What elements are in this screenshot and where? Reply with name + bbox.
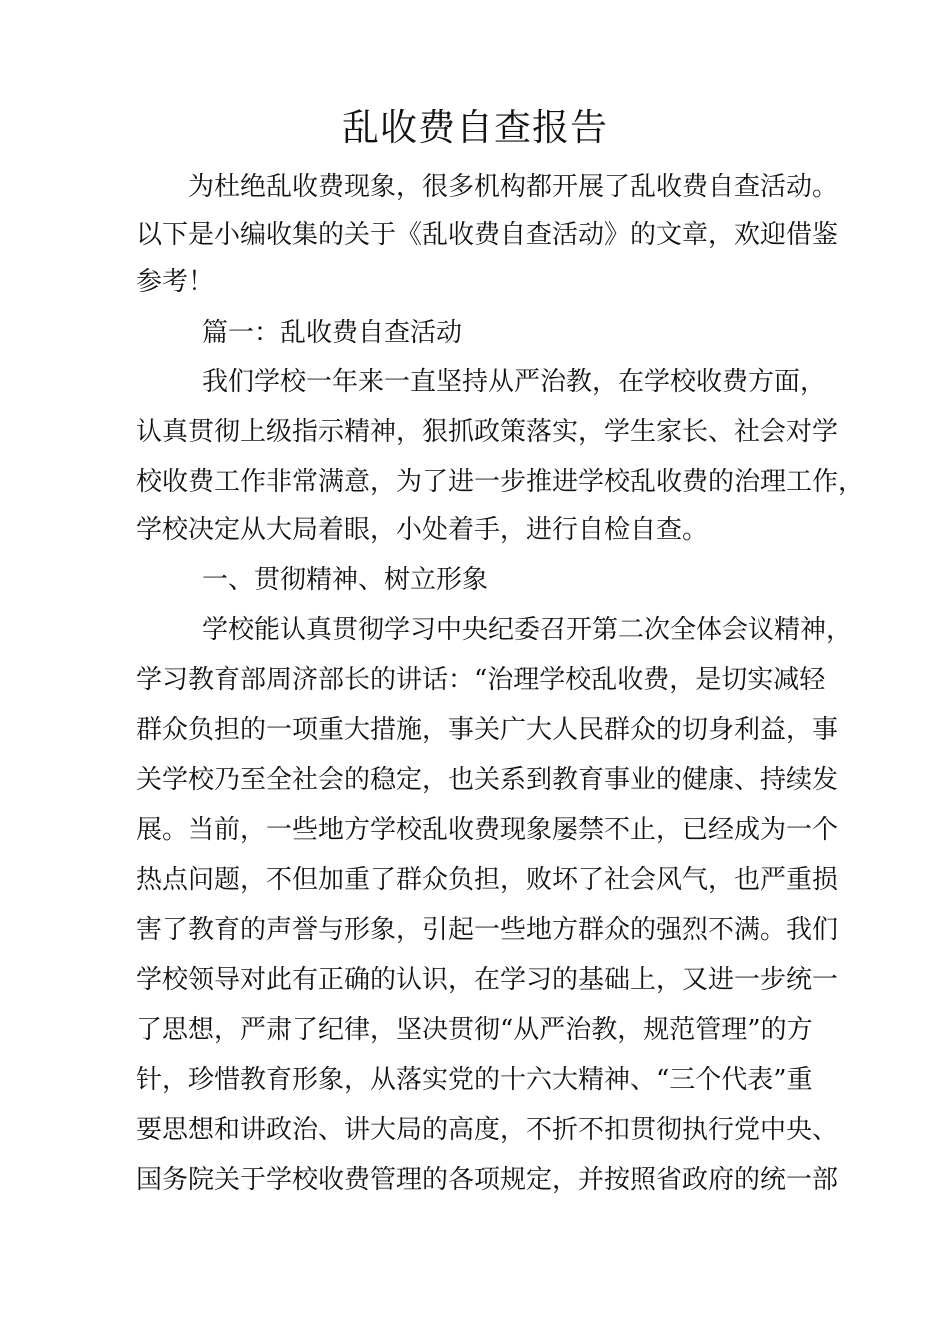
subheading-1: 一、贯彻精神、树立形象	[202, 565, 489, 595]
body-line-6: 学习教育部周济部长的讲话：“治理学校乱收费，是切实减轻	[136, 665, 826, 695]
body-line-12: 学校领导对此有正确的认识，在学习的基础上，又进一步统一	[136, 965, 839, 995]
body-line-2: 认真贯彻上级指示精神，狠抓政策落实，学生家长、社会对学	[136, 417, 839, 447]
body-line-13: 了思想，严肃了纪律，坚决贯彻“从严治教，规范管理”的方	[136, 1015, 813, 1045]
body-line-11: 害了教育的声誉与形象，引起一些地方群众的强烈不满。我们	[136, 915, 839, 945]
body-line-5: 学校能认真贯彻学习中央纪委召开第二次全体会议精神，	[202, 615, 853, 645]
body-line-9: 展。当前，一些地方学校乱收费现象屡禁不止，已经成为一个	[136, 815, 839, 845]
body-line-8: 关学校乃至全社会的稳定，也关系到教育事业的健康、持续发	[136, 765, 839, 795]
body-line-16: 国务院关于学校收费管理的各项规定，并按照省政府的统一部	[136, 1165, 839, 1195]
body-line-14: 针，珍惜教育形象，从落实党的十六大精神、“三个代表”重	[136, 1065, 813, 1095]
document-title: 乱收费自查报告	[342, 106, 608, 149]
body-line-4: 学校决定从大局着眼，小处着手，进行自检自查。	[136, 515, 709, 545]
body-line-3: 校收费工作非常满意，为了进一步推进学校乱收费的治理工作，	[136, 467, 865, 497]
body-line-7: 群众负担的一项重大措施，事关广大人民群众的切身利益，事	[136, 715, 839, 745]
intro-line-1: 为杜绝乱收费现象，很多机构都开展了乱收费自查活动。	[188, 172, 839, 202]
intro-line-2: 以下是小编收集的关于《乱收费自查活动》的文章，欢迎借鉴	[136, 220, 839, 250]
section-heading: 篇一：乱收费自查活动	[202, 318, 463, 348]
body-line-15: 要思想和讲政治、讲大局的高度，不折不扣贯彻执行党中央、	[136, 1115, 839, 1145]
body-line-10: 热点问题，不但加重了群众负担，败坏了社会风气，也严重损	[136, 865, 839, 895]
intro-line-3: 参考！	[136, 267, 215, 297]
body-line-1: 我们学校一年来一直坚持从严治教，在学校收费方面，	[202, 367, 827, 397]
